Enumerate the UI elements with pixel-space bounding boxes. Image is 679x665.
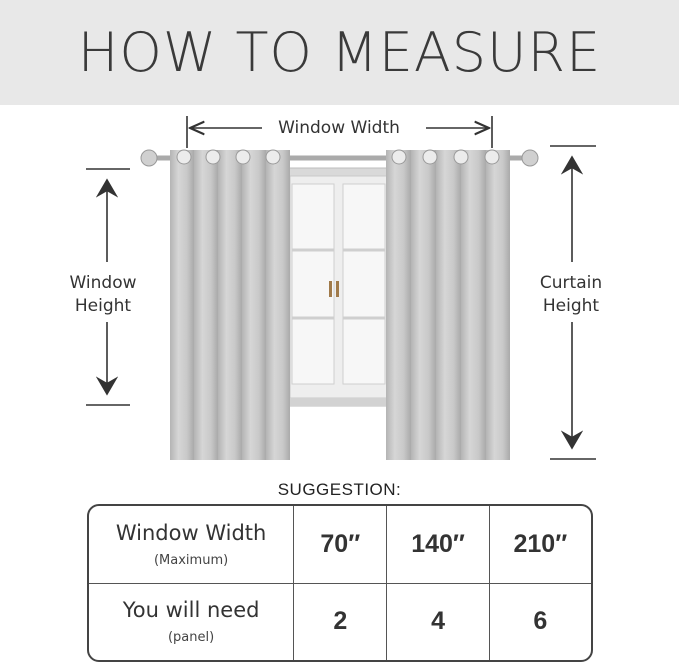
row-sublabel: (Maximum): [153, 552, 229, 568]
width-210: 210″: [513, 529, 568, 558]
curtain-height-label-line1: Curtain: [539, 273, 603, 293]
window-width-label: Window Width: [278, 118, 400, 138]
curtain-height-label-line2: Height: [542, 296, 600, 316]
right-curtain-panel: [386, 150, 510, 460]
row-label: You will need: [122, 598, 260, 623]
value-cell: [294, 506, 387, 584]
panels-6: 6: [533, 607, 548, 636]
row-sublabel: (panel): [167, 630, 215, 646]
value-cell: [490, 584, 591, 660]
suggestion-title: SUGGESTION:: [277, 480, 402, 499]
window-height-label-line2: Height: [74, 296, 132, 316]
value-cell: [387, 506, 489, 584]
row-header-cell: [89, 584, 294, 660]
window-height-label-line1: Window: [69, 273, 137, 293]
width-140: 140″: [411, 529, 465, 558]
value-cell: [387, 584, 489, 660]
suggestion-table: [87, 504, 593, 662]
row-label: Window Width: [115, 520, 267, 545]
panels-2: 2: [333, 607, 348, 636]
table-row: [89, 506, 591, 584]
left-curtain-panel: [170, 150, 290, 460]
row-header-cell: [89, 506, 294, 584]
value-cell: [490, 506, 591, 584]
width-70: 70″: [320, 529, 361, 558]
panels-4: 4: [431, 607, 445, 636]
value-cell: [294, 584, 387, 660]
page-title: HOW TO MEASURE: [77, 21, 602, 84]
window-illustration: [282, 168, 396, 406]
table-row: [89, 584, 591, 660]
